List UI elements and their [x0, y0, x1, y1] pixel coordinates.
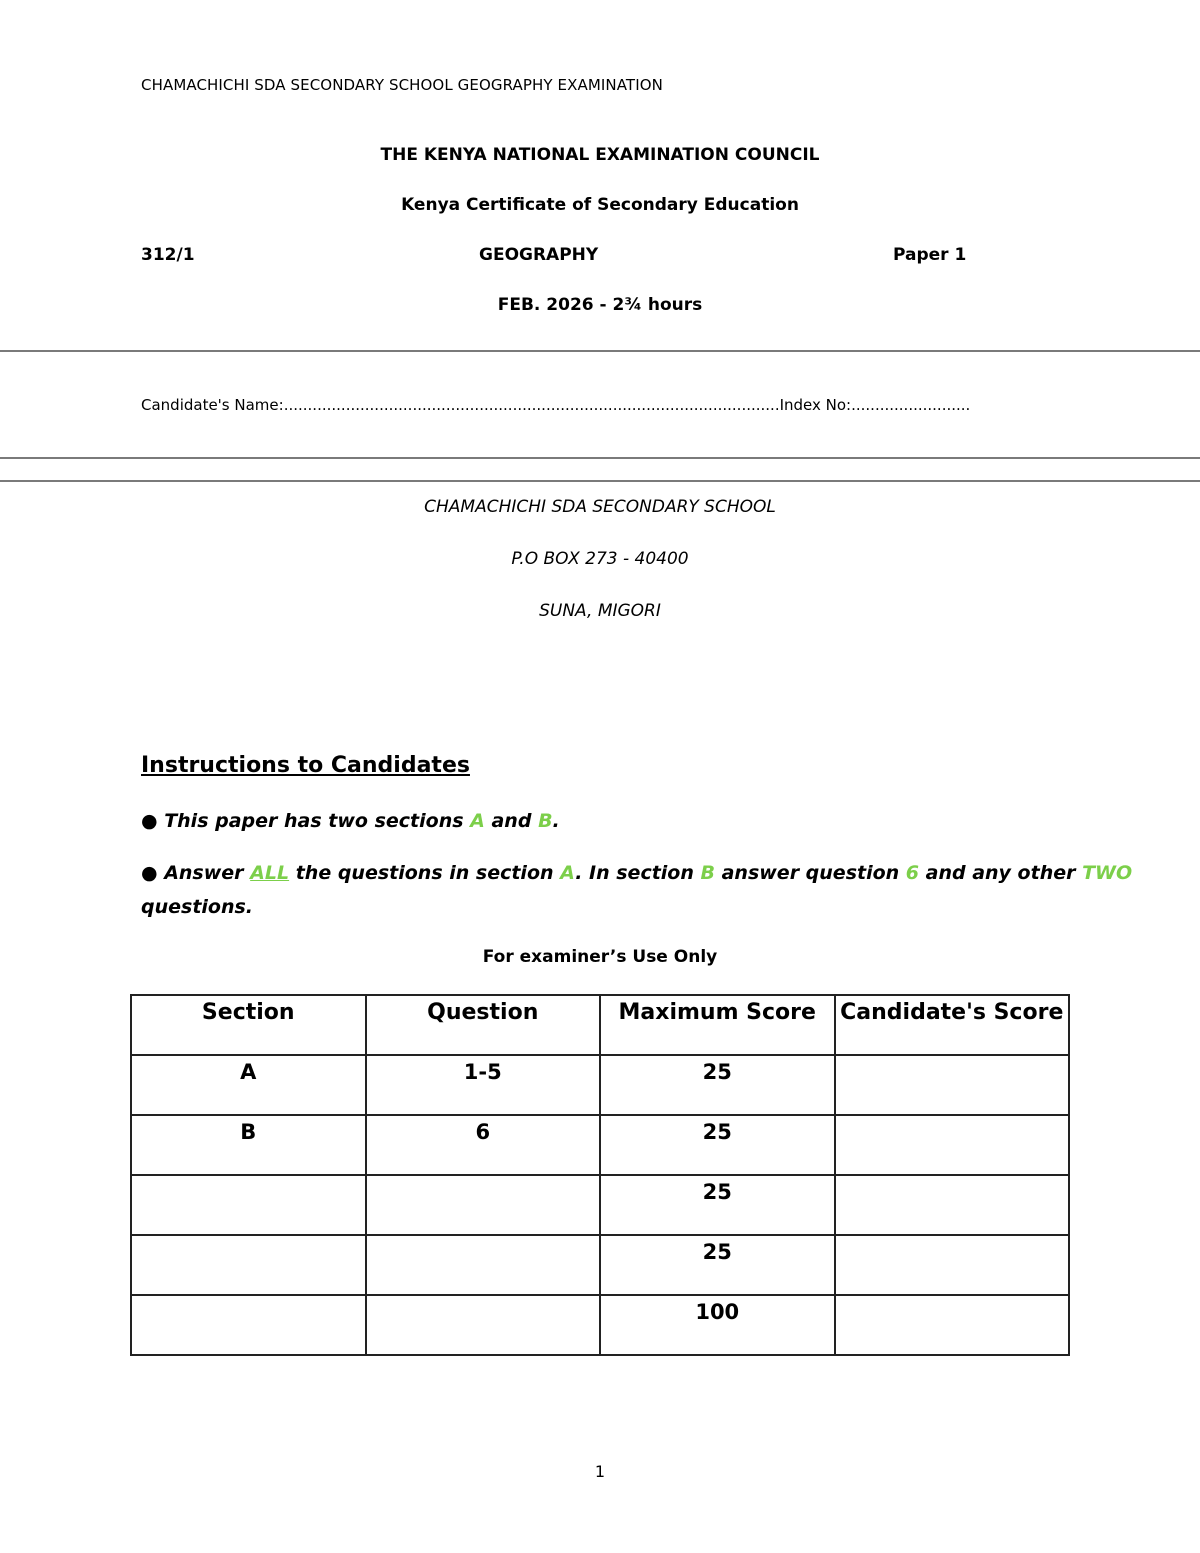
b2-text: ● Answer: [141, 862, 251, 884]
divider-mid-1: [0, 457, 1200, 459]
table-cell: [366, 1235, 601, 1295]
page-header: CHAMACHICHI SDA SECONDARY SCHOOL GEOGRAPHY EXAMINATION: [141, 76, 663, 94]
subject: GEOGRAPHY: [479, 245, 599, 265]
school-box: P.O BOX 273 - 40400: [511, 549, 689, 569]
examiner-label: For examiner’s Use Only: [482, 947, 718, 967]
b1-text: ● This paper has two sections: [141, 810, 471, 832]
table-cell: [366, 1295, 601, 1355]
table-cell: [366, 1175, 601, 1235]
instruction-bullet-2: [141, 862, 1132, 884]
table-cell: 6: [366, 1115, 601, 1175]
instruction-bullet-2-cont: questions.: [141, 896, 254, 918]
table-cell: 25: [600, 1055, 835, 1115]
candidate-line: [141, 396, 970, 414]
instructions-heading: Instructions to Candidates: [141, 753, 470, 778]
table-cell: 25: [600, 1115, 835, 1175]
table-row: [131, 1115, 1069, 1175]
b2-section-a: A: [560, 862, 576, 884]
score-cell[interactable]: [835, 1055, 1070, 1115]
table-cell: B: [131, 1115, 366, 1175]
b2-all: ALL: [250, 862, 290, 884]
school-location: SUNA, MIGORI: [539, 601, 661, 621]
table-cell: [131, 1235, 366, 1295]
table-cell: [131, 1175, 366, 1235]
b2-mid2: . In section: [575, 862, 701, 884]
paper-number: Paper 1: [893, 245, 967, 265]
table-header: Maximum Score: [600, 995, 835, 1055]
score-cell[interactable]: [835, 1235, 1070, 1295]
index-field[interactable]: .........................: [851, 396, 971, 414]
table-header: Section: [131, 995, 366, 1055]
score-cell[interactable]: [835, 1295, 1070, 1355]
candidate-name-field[interactable]: ........................................................................................................: [283, 396, 780, 414]
table-cell: [131, 1295, 366, 1355]
table-cell: 1-5: [366, 1055, 601, 1115]
divider-top: [0, 350, 1200, 352]
score-table: [130, 994, 1070, 1356]
candidate-name-label: Candidate's Name:: [141, 396, 284, 414]
table-row: [131, 1175, 1069, 1235]
certificate-title: Kenya Certificate of Secondary Education: [401, 195, 799, 215]
b2-question: 6: [905, 862, 920, 884]
school-name: CHAMACHICHI SDA SECONDARY SCHOOL: [424, 497, 776, 517]
table-header-row: [131, 995, 1069, 1055]
b2-mid4: and any other: [919, 862, 1083, 884]
instruction-bullet-1: [141, 810, 560, 832]
table-cell: A: [131, 1055, 366, 1115]
b1-end: .: [552, 810, 560, 832]
b2-mid3: answer question: [714, 862, 906, 884]
score-cell[interactable]: [835, 1115, 1070, 1175]
table-cell: 25: [600, 1175, 835, 1235]
table-cell: 25: [600, 1235, 835, 1295]
table-header: Question: [366, 995, 601, 1055]
b2-mid1: the questions in section: [289, 862, 561, 884]
paper-code: 312/1: [141, 245, 195, 265]
b1-section-b: B: [538, 810, 553, 832]
table-row: [131, 1295, 1069, 1355]
b2-section-b: B: [700, 862, 715, 884]
b2-two: TWO: [1082, 862, 1133, 884]
table-row: [131, 1235, 1069, 1295]
table-row: [131, 1055, 1069, 1115]
b1-and: and: [484, 810, 539, 832]
council-title: THE KENYA NATIONAL EXAMINATION COUNCIL: [380, 145, 820, 165]
score-cell[interactable]: [835, 1175, 1070, 1235]
table-cell: 100: [600, 1295, 835, 1355]
b1-section-a: A: [470, 810, 485, 832]
index-label: Index No:: [779, 396, 852, 414]
page-number: 1: [594, 1462, 606, 1481]
table-header: Candidate's Score: [835, 995, 1070, 1055]
divider-mid-2: [0, 480, 1200, 482]
date-duration: FEB. 2026 - 2¾ hours: [497, 295, 703, 315]
